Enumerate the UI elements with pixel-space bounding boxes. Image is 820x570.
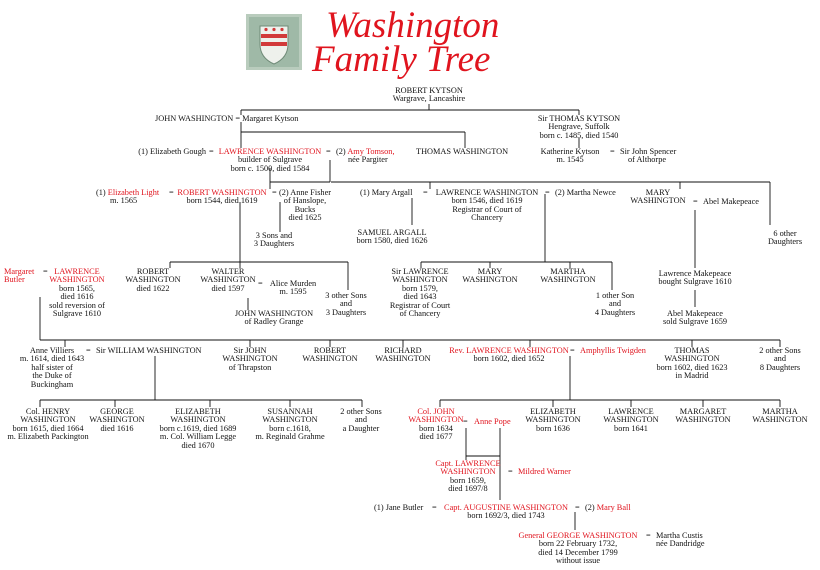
eq-sign: = xyxy=(610,147,615,156)
person-anne-fisher: (2) Anne Fisher of Hanslope, Bucks died 1625 xyxy=(278,188,332,223)
person-robert-washington-1622: ROBERT WASHINGTON died 1622 xyxy=(125,267,181,293)
person-col-john-washington: Col. JOHN WASHINGTON born 1634 died 1677 xyxy=(408,407,464,442)
person-samuel-argall: SAMUEL ARGALL born 1580, died 1626 xyxy=(356,228,428,246)
eq-sign: = xyxy=(209,147,214,156)
person-capt-augustine-washington: Capt. AUGUSTINE WASHINGTON born 1692/3, died 1743 xyxy=(444,503,568,521)
person-sir-william-washington: Sir WILLIAM WASHINGTON xyxy=(96,346,202,355)
person-general-george-washington: General GEORGE WASHINGTON born 22 February 1732, died 14 December 1799 without issue xyxy=(518,531,638,566)
eq-sign: = xyxy=(646,531,651,540)
eq-sign: = xyxy=(272,188,277,197)
eq-sign: = xyxy=(258,279,263,288)
person-alice-murden: Alice Murden m. 1595 xyxy=(269,279,317,297)
eq-sign: = xyxy=(575,503,580,512)
eq-sign: = xyxy=(43,267,48,276)
person-mary-washington: MARY WASHINGTON xyxy=(630,188,686,206)
eq-sign: = xyxy=(423,188,428,197)
person-mary-argall: (1) Mary Argall xyxy=(360,188,413,197)
eq-sign: = xyxy=(463,417,468,426)
eq-sign: = xyxy=(169,188,174,197)
person-amy-tomson: (2) Amy Tomson, née Pargiter xyxy=(336,147,395,165)
person-martha-washington-2: MARTHA WASHINGTON xyxy=(752,407,808,425)
person-anne-pope: Anne Pope xyxy=(474,417,511,426)
eq-sign: = xyxy=(508,467,513,476)
note-6-other-daughters: 6 other Daughters xyxy=(767,229,803,247)
person-lawrence-washington-sulgrave: LAWRENCE WASHINGTON builder of Sulgrave born c. 1500, died 1584 xyxy=(218,147,322,173)
note-3-sons-3-daughters: 3 Sons and 3 Daughters xyxy=(253,231,295,249)
person-lawrence-washington-1641: LAWRENCE WASHINGTON born 1641 xyxy=(603,407,659,433)
person-lawrence-washington-1546: LAWRENCE WASHINGTON born 1546, died 1619 Registrar of Court of Chancery xyxy=(435,188,539,223)
eq-sign: = xyxy=(326,147,331,156)
note-2-other-sons-8-daughters: 2 other Sons and 8 Daughters xyxy=(759,346,801,372)
person-jane-butler: (1) Jane Butler xyxy=(374,503,424,512)
person-mary-washington-2: MARY WASHINGTON xyxy=(462,267,518,285)
person-martha-newce: (2) Martha Newce xyxy=(555,188,616,197)
eq-sign: = xyxy=(693,197,698,206)
couple-john-washington-margaret-kytson: JOHN WASHINGTON = Margaret Kytson xyxy=(155,114,299,123)
person-martha-custis: Martha Custis née Dandridge xyxy=(656,531,705,549)
person-robert-washington: ROBERT WASHINGTON born 1544, died 1619 xyxy=(177,188,267,206)
person-margaret-washington: MARGARET WASHINGTON xyxy=(675,407,731,425)
person-sir-lawrence-washington: Sir LAWRENCE WASHINGTON born 1579, died 1643 Registrar of Court of Chancery xyxy=(389,267,451,319)
person-elizabeth-gough: (1) Elizabeth Gough xyxy=(138,147,206,156)
person-thomas-washington-madrid: THOMAS WASHINGTON born 1602, died 1623 in Madrid xyxy=(656,346,728,381)
person-george-washington-1616: GEORGE WASHINGTON died 1616 xyxy=(89,407,145,433)
person-elizabeth-light: (1) Elizabeth Light m. 1565 xyxy=(96,188,160,206)
person-walter-washington: WALTER WASHINGTON died 1597 xyxy=(200,267,256,293)
person-katherine-kytson: Katherine Kytson m. 1545 xyxy=(540,147,600,165)
person-margaret-butler: Margaret Butler xyxy=(4,267,35,285)
person-thomas-washington: THOMAS WASHINGTON xyxy=(416,147,509,156)
person-john-washington-radley: JOHN WASHINGTON of Radley Grange xyxy=(234,309,314,327)
person-amphyllis-twigden: Amphyllis Twigden xyxy=(580,346,646,355)
person-abel-makepeace-2: Abel Makepeace sold Sulgrave 1659 xyxy=(662,309,728,327)
page-title-line-2: Family Tree xyxy=(312,39,491,80)
person-rev-lawrence-washington: Rev. LAWRENCE WASHINGTON born 1602, died 1652 xyxy=(449,346,569,364)
person-lawrence-makepeace: Lawrence Makepeace bought Sulgrave 1610 xyxy=(658,269,732,287)
note-1-other-son: 1 other Son and 4 Daughters xyxy=(594,291,636,317)
person-richard-washington: RICHARD WASHINGTON xyxy=(375,346,431,364)
person-elizabeth-washington-1636: ELIZABETH WASHINGTON born 1636 xyxy=(525,407,581,433)
person-col-henry-washington: Col. HENRY WASHINGTON born 1615, died 1664 m. Elizabeth Packington xyxy=(7,407,89,442)
person-susannah-washington: SUSANNAH WASHINGTON born c.1618, m. Reginald Grahme xyxy=(255,407,325,442)
note-3-other-sons: 3 other Sons and 3 Daughters xyxy=(325,291,367,317)
page-title-line-1: Washington xyxy=(326,5,500,46)
person-abel-makepeace: Abel Makepeace xyxy=(703,197,759,206)
person-sir-john-washington-thrapston: Sir JOHN WASHINGTON of Thrapston xyxy=(222,346,278,372)
note-2-other-sons-daughter: 2 other Sons and a Daughter xyxy=(340,407,382,433)
person-mildred-warner: Mildred Warner xyxy=(518,467,571,476)
person-robert-kytson: ROBERT KYTSON Wargrave, Lancashire xyxy=(392,86,466,104)
person-capt-lawrence-washington: Capt. LAWRENCE WASHINGTON born 1659, died 1697/8 xyxy=(435,459,501,494)
person-martha-washington: MARTHA WASHINGTON xyxy=(540,267,596,285)
eq-sign: = xyxy=(432,503,437,512)
person-john-spencer: Sir John Spencer of Althorpe xyxy=(620,147,677,165)
person-lawrence-washington-1565: LAWRENCE WASHINGTON born 1565, died 1616 sold reversion of Sulgrave 1610 xyxy=(49,267,105,319)
person-anne-villiers: Anne Villiers m. 1614, died 1643 half sister of the Duke of Buckingham xyxy=(19,346,85,389)
eq-sign: = xyxy=(570,346,575,355)
person-elizabeth-washington-legge: ELIZABETH WASHINGTON born c.1619, died 1689 m. Col. William Legge died 1670 xyxy=(159,407,237,450)
eq-sign: = xyxy=(86,346,91,355)
person-mary-ball: (2) Mary Ball xyxy=(585,503,631,512)
person-robert-washington-3: ROBERT WASHINGTON xyxy=(302,346,358,364)
eq-sign: = xyxy=(545,188,550,197)
person-thomas-kytson: Sir THOMAS KYTSON Hengrave, Suffolk born c. 1485, died 1540 xyxy=(537,114,621,140)
